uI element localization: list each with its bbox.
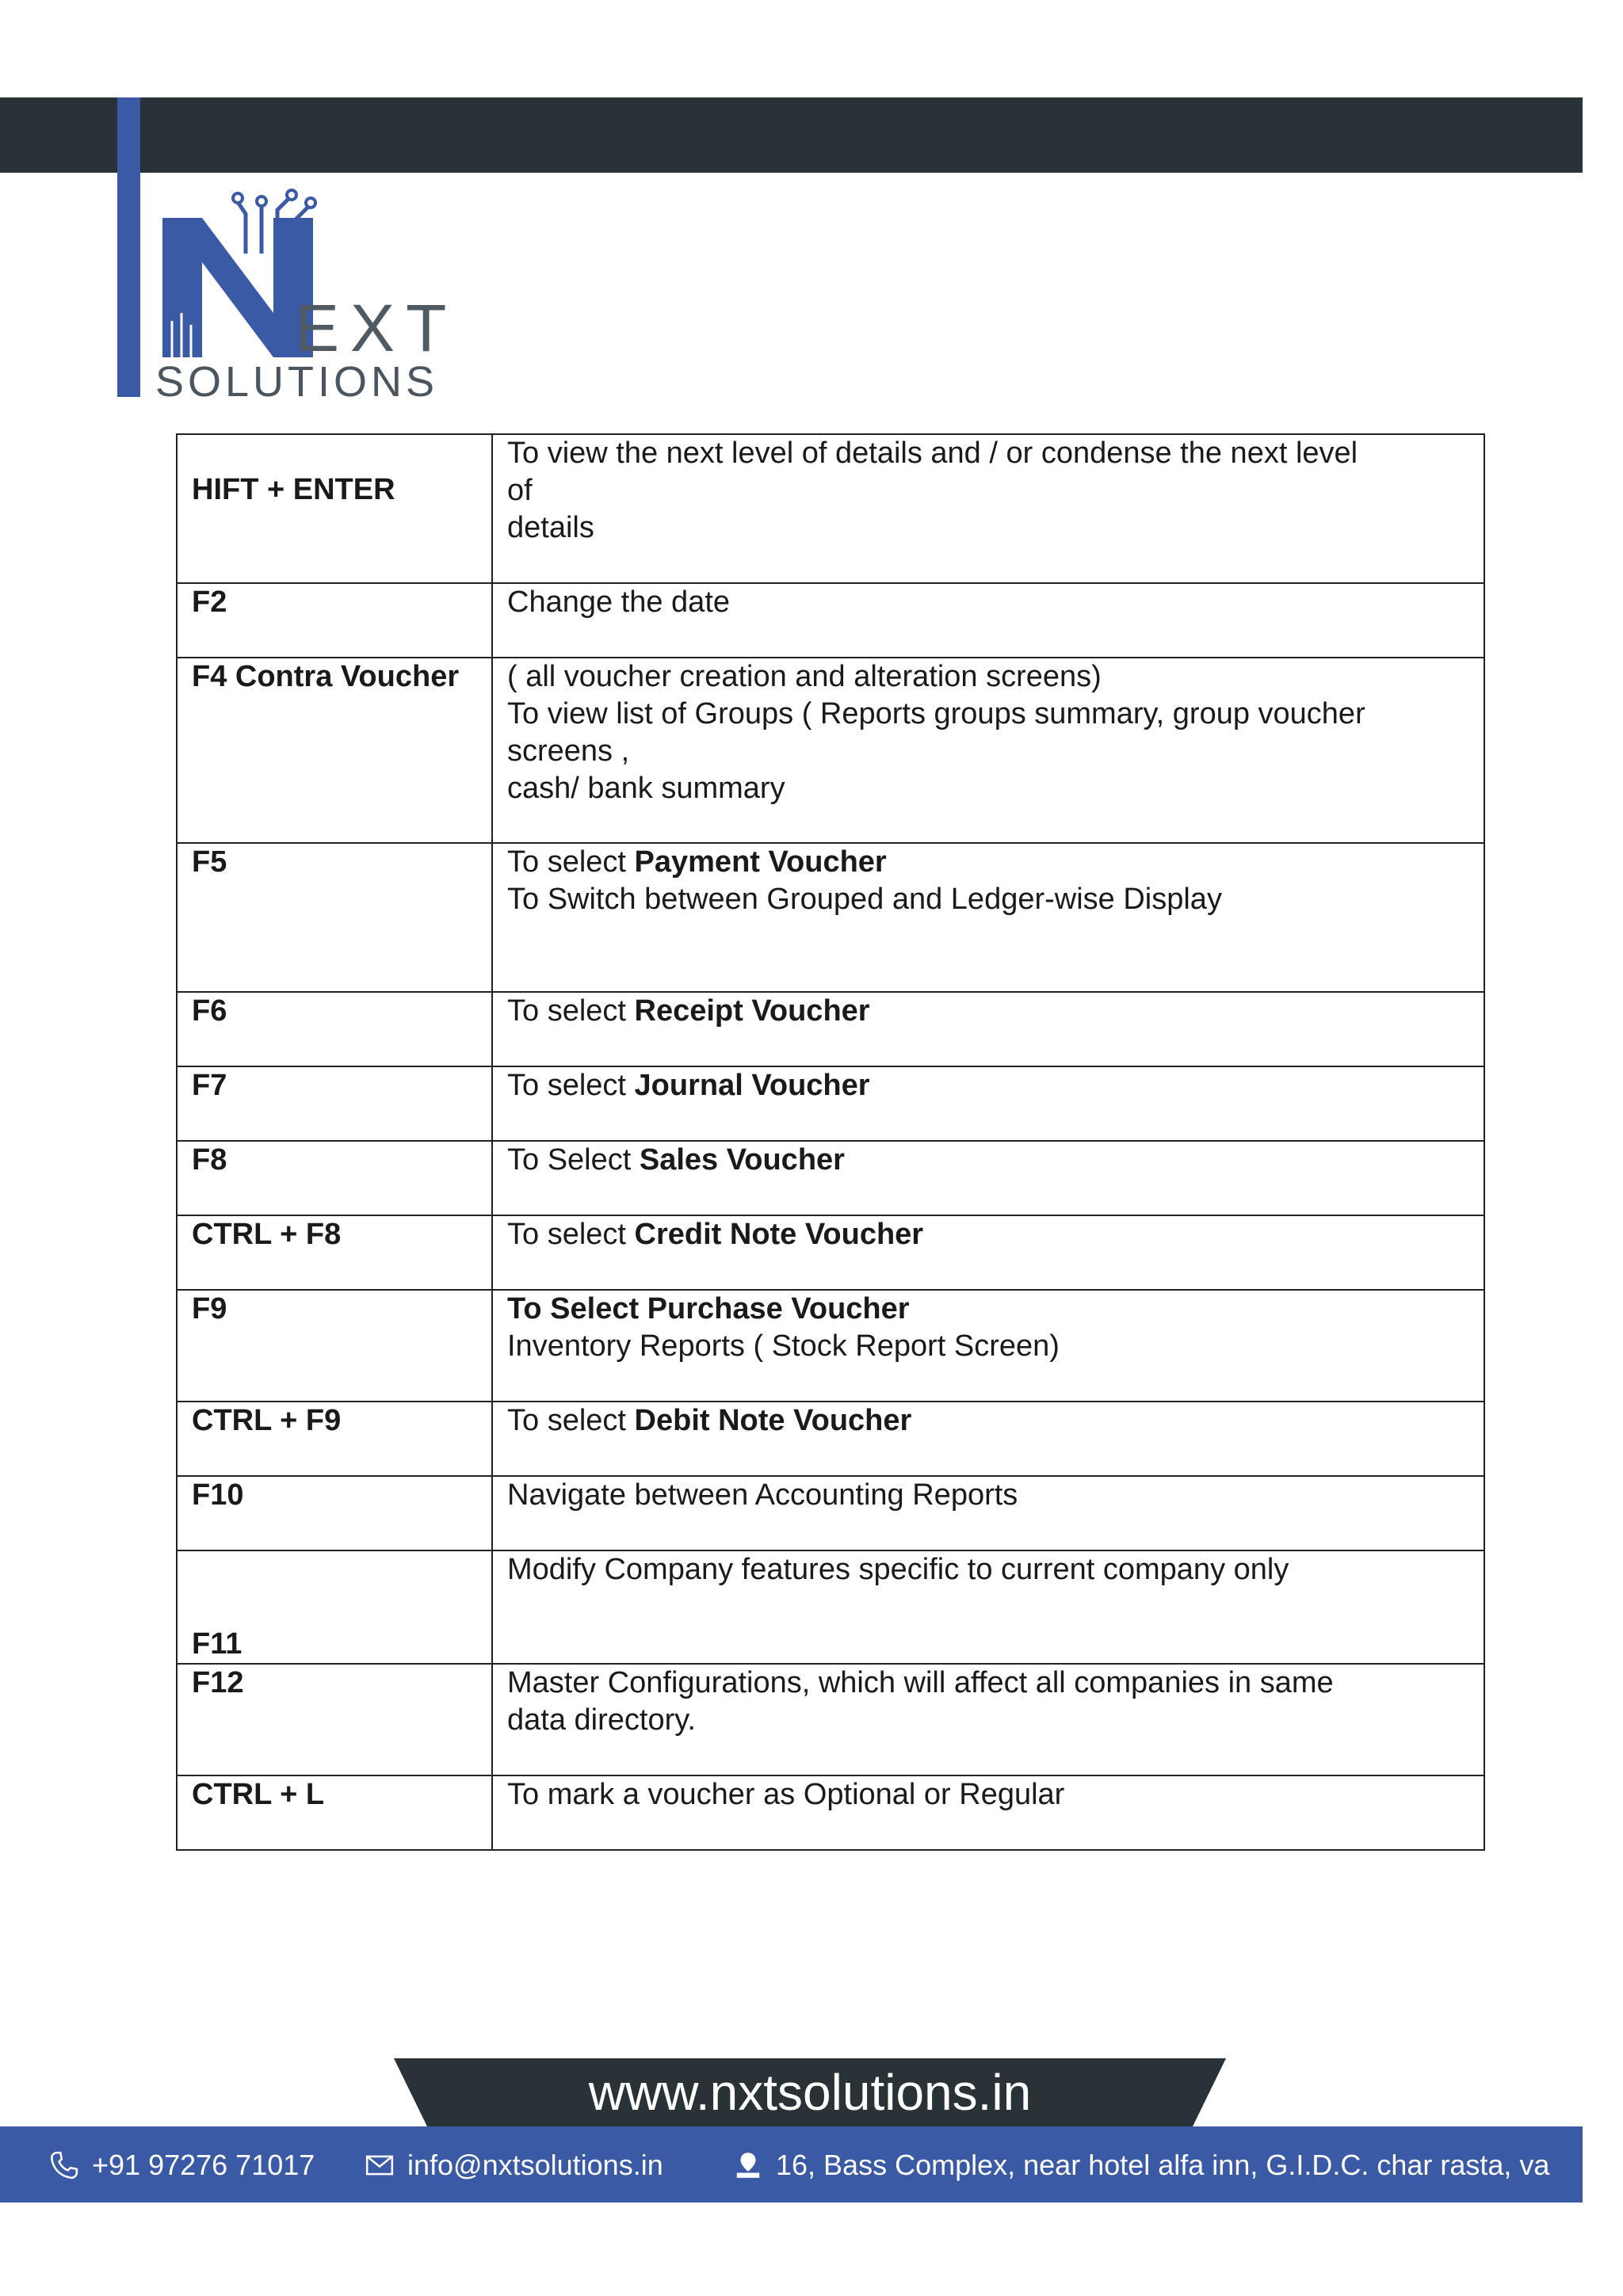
contact-band — [0, 2126, 1583, 2203]
shortcut-description — [492, 1476, 1484, 1550]
description-line: To select Journal Voucher — [507, 1069, 870, 1102]
voucher-name: Debit Note Voucher — [634, 1404, 912, 1437]
table-row — [177, 434, 1484, 583]
shortcut-key: CTRL + F9 — [177, 1402, 492, 1476]
description-line: screens , — [507, 734, 630, 768]
mail-icon — [365, 2150, 395, 2180]
table-row — [177, 658, 1484, 843]
phone-icon — [49, 2150, 79, 2180]
table-row — [177, 843, 1484, 992]
table-row — [177, 1775, 1484, 1850]
shortcut-description — [492, 658, 1484, 843]
table-row — [177, 1066, 1484, 1141]
description-line: details — [507, 511, 594, 544]
shortcut-key: CTRL + L — [177, 1775, 492, 1850]
description-line: Modify Company features specific to current company only — [507, 1553, 1289, 1586]
description-line: To Switch between Grouped and Ledger-wise Display — [507, 883, 1222, 916]
table-row — [177, 1402, 1484, 1476]
voucher-name: Credit Note Voucher — [634, 1218, 924, 1251]
description-line: To view list of Groups ( Reports groups summary, group voucher — [507, 697, 1365, 730]
table-row — [177, 1476, 1484, 1550]
shortcut-description — [492, 1141, 1484, 1215]
shortcut-description — [492, 1290, 1484, 1402]
shortcut-key: F8 — [177, 1141, 492, 1215]
voucher-name: Receipt Voucher — [634, 994, 870, 1028]
shortcut-key: F5 — [177, 843, 492, 992]
shortcut-description — [492, 434, 1484, 583]
email-address: info@nxtsolutions.in — [407, 2149, 663, 2181]
description-line: Inventory Reports ( Stock Report Screen) — [507, 1329, 1060, 1363]
description-line: To select Debit Note Voucher — [507, 1404, 912, 1437]
table-row — [177, 1141, 1484, 1215]
shortcut-key: HIFT + ENTER — [177, 434, 492, 583]
table-row — [177, 583, 1484, 658]
table-row — [177, 1664, 1484, 1775]
shortcut-description — [492, 1664, 1484, 1775]
voucher-name: To Select Purchase Voucher — [507, 1292, 910, 1325]
description-line — [507, 1291, 1469, 1328]
table-row — [177, 1215, 1484, 1290]
shortcut-description — [492, 583, 1484, 658]
shortcut-description — [492, 843, 1484, 992]
description-line: To select Receipt Voucher — [507, 994, 870, 1028]
table-row — [177, 992, 1484, 1066]
description-line: cash/ bank summary — [507, 772, 785, 805]
header-band — [0, 97, 1583, 173]
description-line: To select Credit Note Voucher — [507, 1218, 924, 1251]
phone-contact[interactable] — [49, 2149, 315, 2182]
address-text: 16, Bass Complex, near hotel alfa inn, G.I.D.C. char rasta, va — [776, 2149, 1550, 2181]
description-line: To select Payment Voucher — [507, 845, 887, 879]
address-contact — [733, 2149, 1549, 2182]
email-contact[interactable] — [365, 2149, 663, 2182]
description-line: ( all voucher creation and alteration screens) — [507, 660, 1102, 693]
shortcut-key: F9 — [177, 1290, 492, 1402]
description-line: To view the next level of details and / or condense the next level — [507, 437, 1358, 470]
logo-solutions-text: SOLUTIONS — [155, 358, 439, 406]
shortcut-key: F11 — [177, 1550, 492, 1664]
description-line: Master Configurations, which will affect all companies in same — [507, 1666, 1334, 1699]
shortcut-description — [492, 1215, 1484, 1290]
description-line: Navigate between Accounting Reports — [507, 1478, 1018, 1512]
logo-accent-bar — [117, 97, 140, 397]
voucher-name: Journal Voucher — [634, 1069, 870, 1102]
website-link[interactable]: www.nxtsolutions.in — [588, 2064, 1032, 2121]
description-line: data directory. — [507, 1703, 696, 1737]
shortcut-key: F6 — [177, 992, 492, 1066]
phone-number: +91 97276 71017 — [92, 2149, 315, 2181]
shortcut-description — [492, 1775, 1484, 1850]
shortcut-key: F12 — [177, 1664, 492, 1775]
description-line: of — [507, 474, 533, 507]
table-row — [177, 1550, 1484, 1664]
shortcut-key: CTRL + F8 — [177, 1215, 492, 1290]
description-line: To Select Sales Voucher — [507, 1143, 845, 1177]
shortcut-description — [492, 1550, 1484, 1664]
location-icon — [733, 2150, 763, 2180]
voucher-name: Payment Voucher — [634, 845, 887, 879]
logo-ext-text: EXT — [295, 291, 458, 365]
voucher-name: Sales Voucher — [639, 1143, 845, 1177]
shortcut-description — [492, 1066, 1484, 1141]
shortcut-key: F10 — [177, 1476, 492, 1550]
shortcut-description — [492, 1402, 1484, 1476]
shortcut-key: F4 Contra Voucher — [177, 658, 492, 843]
shortcut-key: F2 — [177, 583, 492, 658]
shortcut-table — [176, 433, 1485, 1851]
description-line: Change the date — [507, 585, 731, 619]
table-row — [177, 1290, 1484, 1402]
shortcut-description — [492, 992, 1484, 1066]
shortcut-key: F7 — [177, 1066, 492, 1141]
description-line: To mark a voucher as Optional or Regular — [507, 1778, 1065, 1811]
